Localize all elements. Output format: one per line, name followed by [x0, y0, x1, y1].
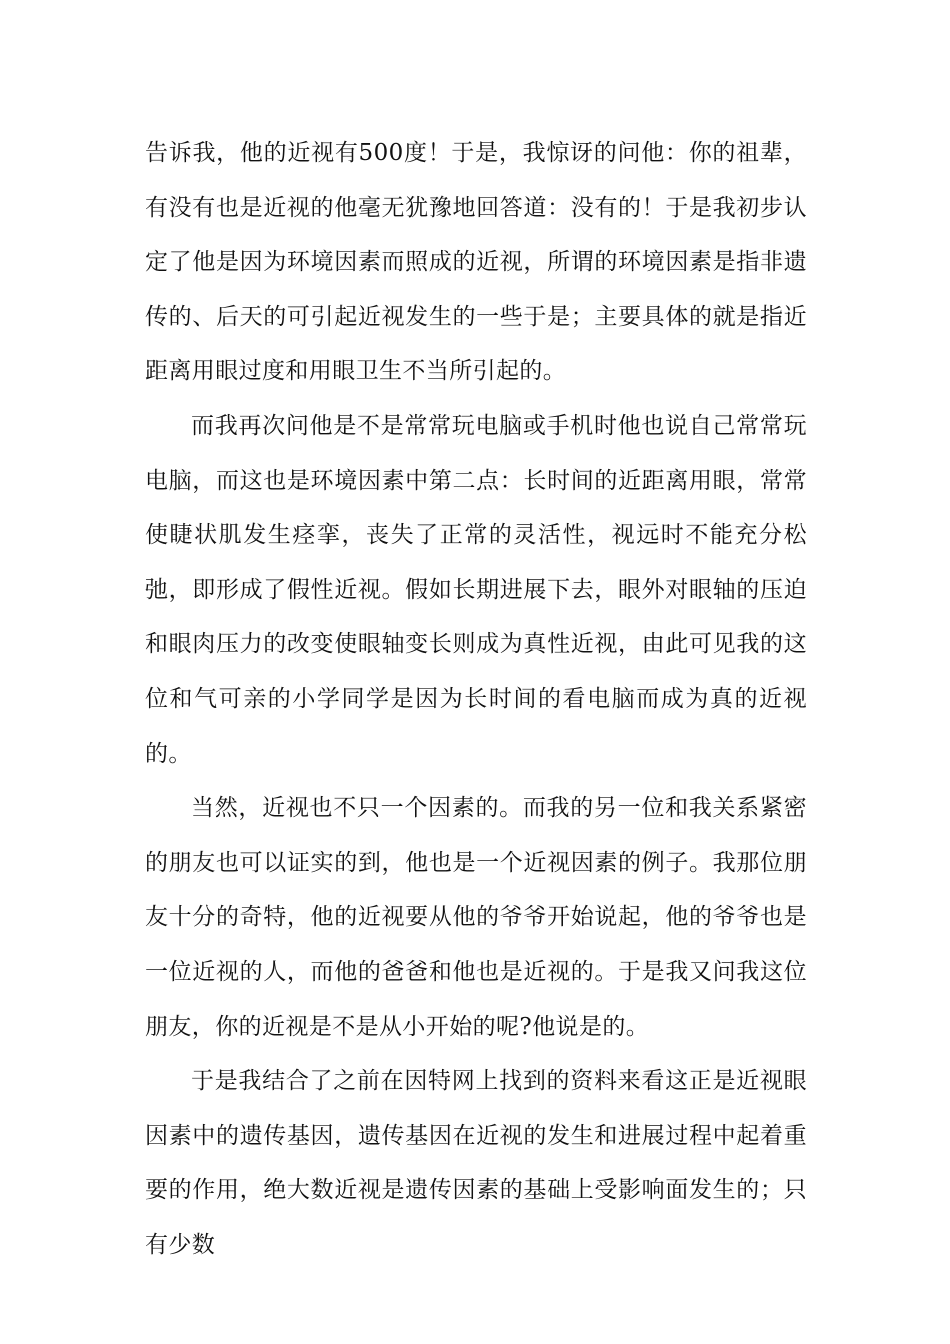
paragraph-4: 于是我结合了之前在因特网上找到的资料来看这正是近视眼因素中的遗传基因，遗传基因在近视的发生和进展过程中起着重要的作用，绝大数近视是遗传因素的基础上受影响面发生的；只有少数 [145, 1068, 807, 1258]
paragraph-3: 当然，近视也不只一个因素的。而我的另一位和我关系紧密的朋友也可以证实的到，他也是一个近视因素的例子。我那位朋友十分的奇特，他的近视要从他的爷爷开始说起，他的爷爷也是一位近视的人，而他的爸爸和他也是近视的。于是我又问我这位朋友，你的近视是不是从小开始的呢?他说是的。 [145, 795, 807, 1040]
document-page [145, 126, 807, 1272]
paragraph-1: 告诉我，他的近视有500度！于是，我惊讶的问他：你的祖辈，有没有也是近视的他毫无犹豫地回答道：没有的！于是我初步认定了他是因为环境因素而照成的近视，所谓的环境因素是指非遗传的、后天的可引起近视发生的一些于是；主要具体的就是指近距离用眼过度和用眼卫生不当所引起的。 [145, 140, 807, 385]
paragraph-2: 而我再次问他是不是常常玩电脑或手机时他也说自己常常玩电脑，而这也是环境因素中第二点：长时间的近距离用眼，常常使睫状肌发生痉挛，丧失了正常的灵活性，视远时不能充分松弛，即形成了假性近视。假如长期进展下去，眼外对眼轴的压迫和眼肉压力的改变使眼轴变长则成为真性近视，由此可见我的这位和气可亲的小学同学是因为长时间的看电脑而成为真的近视的。 [145, 412, 807, 767]
